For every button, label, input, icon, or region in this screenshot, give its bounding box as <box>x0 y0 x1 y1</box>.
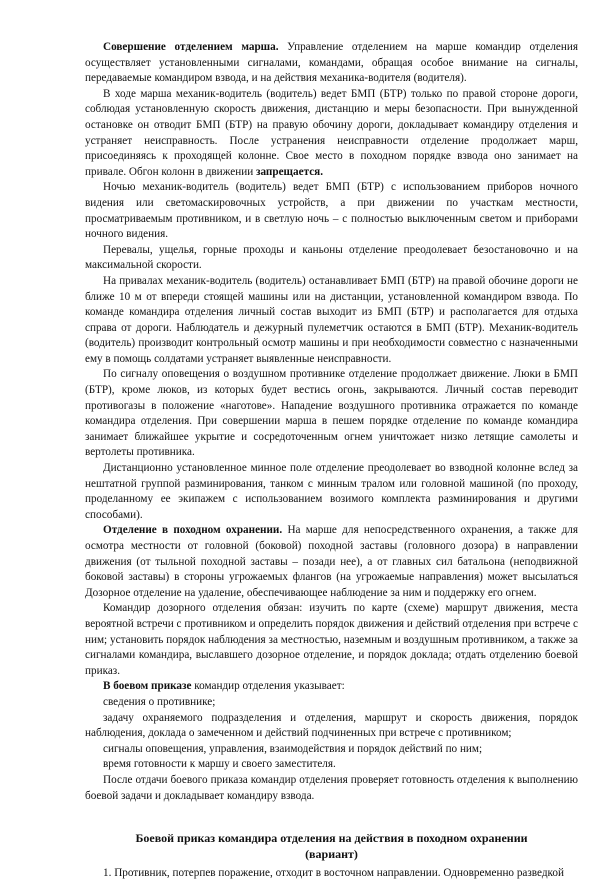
document-page <box>85 40 578 882</box>
paragraph-minefield: Дистанционно установленное минное поле отделение преодолевает во взводной колонне вслед за нештатной группой разминирования, танком с минным тралом или головной машиной (по проходу, проделанному ее экипажем с использованием возимого комплекта разминирования и другими способами). <box>85 462 578 521</box>
heading-line-2: (вариант) <box>305 847 358 862</box>
paragraph-order-item-1: 1. Противник, потерпев поражение, отходит в восточном направлении. Одновременно разведкой <box>103 867 564 880</box>
paragraph-air-alert: По сигналу оповещения о воздушном противнике отделение продолжает движение. Люки в БМП (БТР), кроме люков, из которых будет вестись огонь, закрываются. Личный состав переводит противогазы в положение «наготове». Нападение воздушного противника отражается по команде командира отделения. При совершении марша в пешем порядке отделение по команде командира занимает ближайшее укрытие и сосредоточенным огнем уничтожает низко летящие самолеты и вертолеты противника. <box>85 368 578 459</box>
paragraph-combat-order: В боевом приказе командир отделения указывает: <box>103 680 345 693</box>
paragraph-mountain-passes: Перевалы, ущелья, горные проходы и каньоны отделение преодолевает безостановочно и на максимальной скорости. <box>85 243 578 272</box>
paragraph-march-security: Отделение в походном охранении. На марше для непосредственного охранения, а также для осмотра местности от головной (боковой) походной заставы (головного дозора) в направлении движения (от тыльной походной заставы – позади нее), а от главных сил батальона (неподвижной боковой заставы) в стороны угрожаемых флангов (на угрожаемые направления) может высылаться Дозорное отделение на удаление, обеспечивающее наблюдение за ним и поддержку его огнем. <box>85 524 578 599</box>
heading-line-1: Боевой приказ командира отделения на действия в походном охранении <box>135 831 528 846</box>
list-item: сигналы оповещения, управления, взаимодействия и порядок действий по ним; <box>103 742 483 755</box>
list-item: сведения о противнике; <box>103 695 216 708</box>
list-item: задачу охраняемого подразделения и отделения, маршрут и скорость движения, порядок наблюдения, доклада о замеченном и действий подчиненных при встрече с противником; <box>85 711 578 740</box>
section-title-combat-order: В боевом приказе <box>103 680 192 693</box>
list-item: время готовности к маршу и своего заместителя. <box>103 758 336 771</box>
paragraph-patrol-commander: Командир дозорного отделения обязан: изучить по карте (схеме) маршрут движения, места вероятной встречи с противником и определить порядок движения и действий отделения при встрече с ним; установить порядок наблюдения за местностью, наземным и воздушным противником, а также за сигналами командира, выславшего дозорное отделение, и порядок доклада; отдать отделению боевой приказ. <box>85 602 578 677</box>
emphasis-prohibited: запрещается. <box>255 165 324 178</box>
section-heading <box>85 830 578 862</box>
paragraph-night-driving: Ночью механик-водитель (водитель) ведет БМП (БТР) с использованием приборов ночного видения или светомаскировочных устройств, а при движении по участкам местности, просматриваемым противником, и в светлую ночь – с полностью выключенным светом и приборами ночного видения. <box>85 181 578 241</box>
paragraph-march: Совершение отделением марша. Управление отделением на марше командир отделения осуществляет установленными сигналами, командами, обращая особое внимание на сигналы, передаваемые командиром взвода, и на действия механика-водителя (водителя). <box>85 41 578 85</box>
section-title-march-security: Отделение в походном охранении. <box>103 524 283 537</box>
paragraph-driver-route: В ходе марша механик-водитель (водитель) ведет БМП (БТР) только по правой стороне дороги, соблюдая установленную скорость движения, дистанцию и меры безопасности. При вынужденной остановке он отводит БМП (БТР) на правую обочину дороги, докладывает командиру отделения и устраняет неисправность. После устранения неисправности отделение продолжает марш, присоединяясь к проходящей колонне. Свое место в походном порядке взвода оно занимает на привале. Обгон колонн в движении запрещается. <box>85 87 578 178</box>
paragraph-halts: На привалах механик-водитель (водитель) останавливает БМП (БТР) на правой обочине дороги не ближе 10 м от впереди стоящей машины или на дистанции, установленной командиром взвода. По команде командира отделения личный состав выходит из БМП (БТР) и располагается для отдыха справа от дороги. Наблюдатель и дежурный пулеметчик остаются в БМП (БТР). Механик-водитель (водитель) производит контрольный осмотр машины и при необходимости совместно с назначенными ему в помощь солдатами устраняет выявленные неисправности. <box>85 274 578 365</box>
paragraph-readiness-check: После отдачи боевого приказа командир отделения проверяет готовность отделения к выполнению боевой задачи и докладывает командиру взвода. <box>85 773 578 802</box>
section-title-march: Совершение отделением марша. <box>103 41 279 53</box>
